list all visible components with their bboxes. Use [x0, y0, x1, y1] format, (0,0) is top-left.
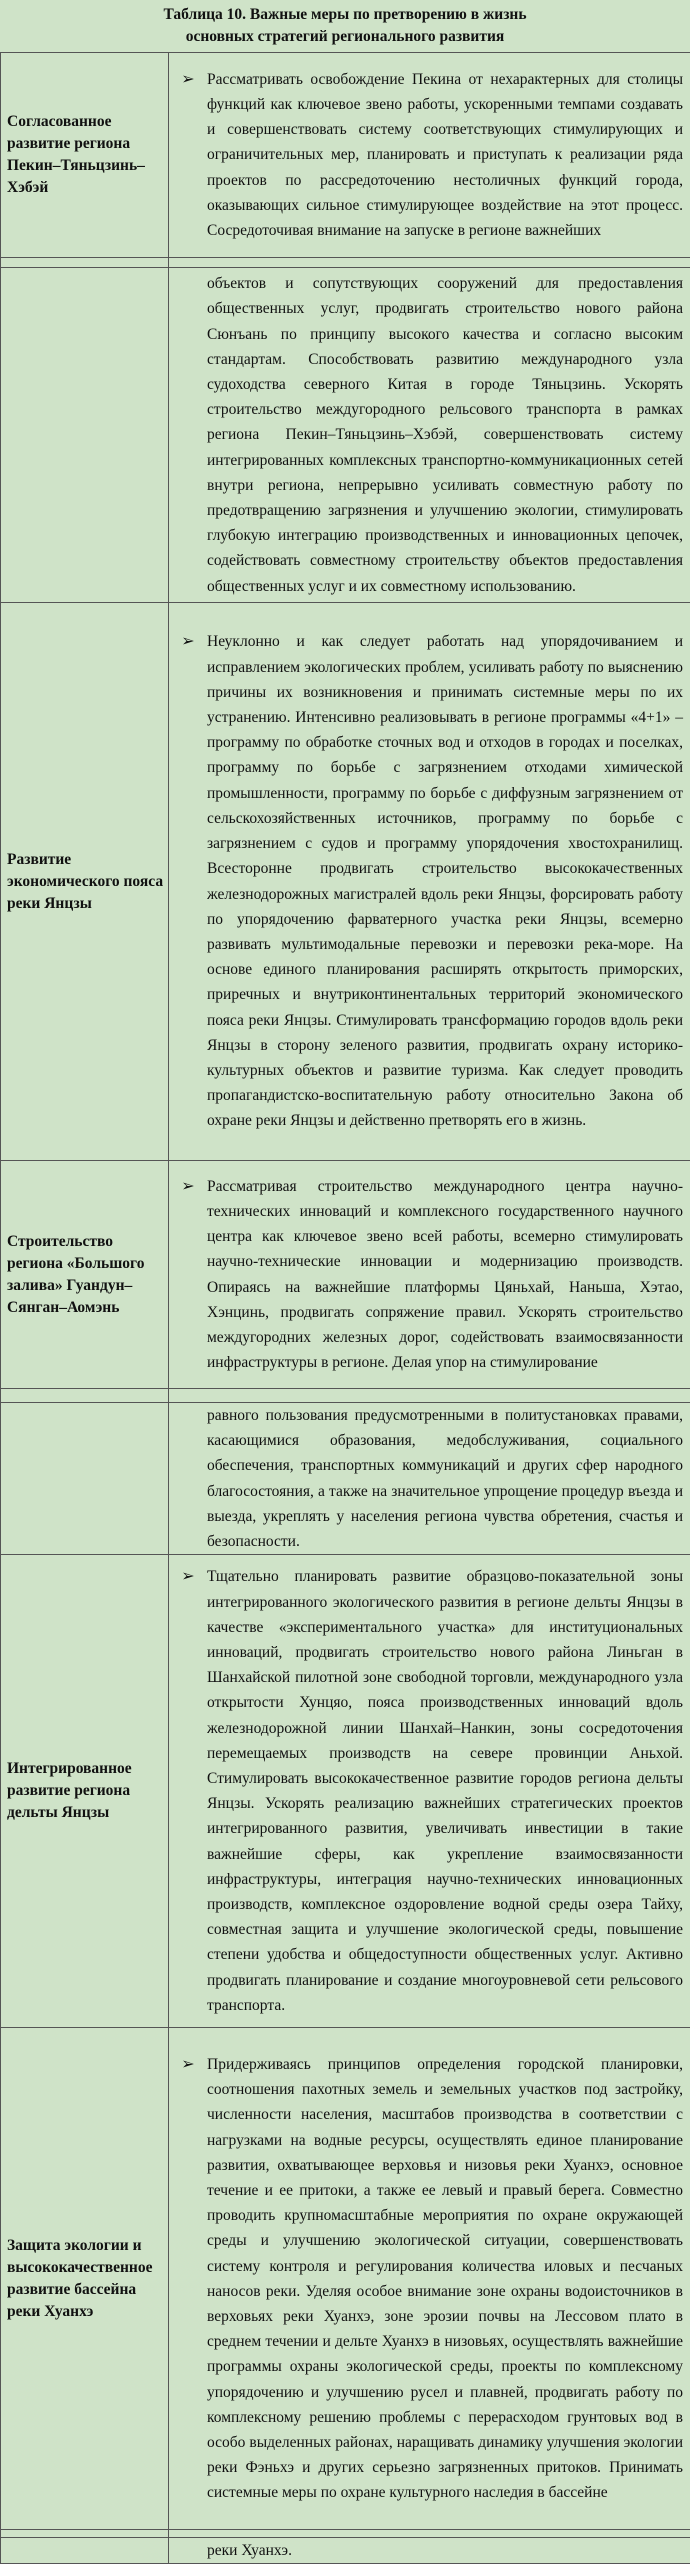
region-label: Строительство региона «Большого залива» Гуандун–Сянган–Аомэнь: [1, 1161, 169, 1389]
measures-text: Рассматривать освобождение Пекина от нехарактерных для столицы функций как ключевое звено работы, ускоренными темпами создавать и совершенствовать систему соответствующих стимулирующих и ограничительных мер, планировать и приступать к реализации ряда проектов по рассредоточению нестоличных функций города, оказывающих сильное стимулирующее воздействие на этот процесс. Сосредоточивая внимание на запуске в регионе важнейших: [207, 67, 690, 243]
measures-cell: [169, 1403, 690, 1555]
measures-text: объектов и сопутствующих сооружений для предоставления общественных услуг, продвигать строительство нового района Сюнъань по принципу высокого качества и согласно высоким стандартам. Способствовать развитию международного узла судоходства северного Китая в городе Тяньцзинь. Ускорять строительство междугородного рельсового транспорта в рамках региона Пекин–Тяньцзинь–Хэбэй, совершенствовать систему интегрированных комплексных транспортно-коммуникационных сетей внутри региона, непрерывно усиливать совместную работу по предотвращению загрязнения и улучшению экологии, стимулировать глубокую интеграцию производственных и инновационных цепочек, содействовать совместному строительству объектов предоставления общественных услуг и их совместному использованию.: [207, 271, 690, 599]
measures-cell: [169, 53, 690, 258]
arrow-bullet-icon: ➢: [169, 2052, 207, 2077]
measures-text: Рассматривая строительство международного центра научно-технических инноваций и комплексного государственного научного центра как ключевое звено всей работы, всемерно стимулировать научно-технические инновации и модернизацию производств. Опираясь на важнейшие платформы Цяньхай, Наньша, Хэтао, Хэнцинь, продвигать сопряжение правил. Ускорять строительство междугородних железных дорог, содействовать взаимосвязанности инфраструктуры в регионе. Делая упор на стимулирование: [207, 1174, 690, 1376]
table-title: [0, 0, 690, 52]
measures-cell: [169, 2028, 690, 2530]
measures-cell: [169, 1555, 690, 2028]
measures-text: реки Хуанхэ.: [207, 2538, 690, 2563]
table-row: [1, 1403, 690, 1555]
region-label: [1, 2538, 169, 2564]
measures-cell: [169, 603, 690, 1161]
table-row: [1, 1161, 690, 1389]
table-row: [1, 53, 690, 258]
region-label: Интегрированное развитие региона дельты Янцзы: [1, 1555, 169, 2028]
measures-text: Придерживаясь принципов определения городской планировки, соотношения пахотных земель и земельных участков под застройку, численности населения, масштабов производства в соответствии с нагрузками на водные ресурсы, осуществлять единое планирование развития, охватывающее верховья и низовья реки Хуанхэ, основное течение и ее притоки, а также ее левый и правый берега. Совместно проводить крупномасштабные мероприятия по охране окружающей среды и улучшению экологической ситуации, совершенствовать систему контроля и регулирования количества иловых и песчаных наносов реки. Уделяя особое внимание зоне охраны водоисточников в верховьях реки Хуанхэ, зоне эрозии почвы на Лессовом плато в среднем течении и дельте Хуанхэ в низовьях, осуществлять важнейшие программы охраны экологической среды, проекты по комплексному упорядочению и улучшению русел и плавней, продвигать работу по комплексному решению проблемы с перерасходом грунтовых вод в особо выделенных районах, наращивать динамику улучшения экологии реки Фэньхэ и других серьезно загрязненных притоков. Принимать системные меры по охране культурного наследия в бассейне: [207, 2052, 690, 2506]
measures-text: Неуклонно и как следует работать над упорядочиванием и исправлением экологических проблем, усиливать работу по выяснению причины их возникновения и принимать системные меры по их устранению. Интенсивно реализовывать в регионе программы «4+1» – программу по обработке сточных вод и отходов в городах и поселках, программу по борьбе с загрязнением отходами химической промышленности, программу по борьбе с диффузным загрязнением от сельскохозяйственных источников, программу по борьбе с загрязнением с судов и программу упорядочения хвостохранилищ. Всесторонне продвигать строительство высококачественных железнодорожных магистралей вдоль реки Янцзы, форсировать работу по упорядочению фарватерного участка реки Янцзы, всемерно развивать мультимодальные перевозки и перевозки река-море. На основе единого планирования расширять открытость приморских, приречных и внутриконтинентальных территорий экономического пояса реки Янцзы. Стимулировать трансформацию городов вдоль реки Янцзы в сторону зеленого развития, продвигать охрану историко-культурных объектов и развитие туризма. Как следует проводить пропагандистско-воспитательную работу относительно Закона об охране реки Янцзы и действенно претворять его в жизнь.: [207, 629, 690, 1133]
measures-cell: [169, 1161, 690, 1389]
page-break-gap: [1, 2530, 690, 2538]
region-label: Защита экологии и высококачественное развитие бассейна реки Хуанхэ: [1, 2028, 169, 2530]
measures-table: [0, 52, 690, 2564]
table-row: [1, 1555, 690, 2028]
region-label: Развитие экономического пояса реки Янцзы: [1, 603, 169, 1161]
page-break-gap: [1, 258, 690, 268]
table-row: [1, 603, 690, 1161]
table-title-line-2: основных стратегий регионального развития: [0, 26, 690, 48]
arrow-bullet-icon: ➢: [169, 67, 207, 92]
table-row: [1, 2028, 690, 2530]
measures-text: Тщательно планировать развитие образцово-показательной зоны интегрированного экологического развития в регионе дельты Янцзы в качестве «экспериментального участка» для институциональных инноваций, продвигать строительство нового района Линьган в Шанхайской пилотной зоне свободной торговли, международного узла открытости Хунцяо, пояса производственных инноваций вдоль железнодорожной линии Шанхай–Нанкин, зоны сосредоточения перемещаемых производств на севере провинции Аньхой. Стимулировать высококачественное развитие городов региона дельты Янцзы. Ускорять реализацию важнейших стратегических проектов интегрированного развития, увеличивать инвестиции в такие важнейшие сферы, как укрепление взаимосвязанности инфраструктуры, интеграция научно-технических инновационных производств, комплексное оздоровление водной среды озера Тайху, совместная защита и улучшение экологической среды, повышение степени удобства и общедоступности общественных услуг. Активно продвигать планирование и создание многоуровневой сети рельсового транспорта.: [207, 1564, 690, 2018]
region-label: Согласованное развитие региона Пекин–Тяньцзинь–Хэбэй: [1, 53, 169, 258]
measures-cell: [169, 268, 690, 603]
page-break-gap: [1, 1389, 690, 1403]
table-row: [1, 268, 690, 603]
arrow-bullet-icon: ➢: [169, 1174, 207, 1199]
region-label: [1, 1403, 169, 1555]
table-title-line-1: Таблица 10. Важные меры по претворению в жизнь: [0, 4, 690, 26]
measures-text: равного пользования предусмотренными в политустановках правами, касающимися образования, медобслуживания, социального обеспечения, транспортных коммуникаций и других сфер народного благосостояния, а также на значительное упрощение процедур въезда и выезда, укреплять у населения региона чувства обретения, счастья и безопасности.: [207, 1403, 690, 1554]
table-row: [1, 2538, 690, 2564]
measures-cell: [169, 2538, 690, 2564]
arrow-bullet-icon: ➢: [169, 629, 207, 654]
region-label: [1, 268, 169, 603]
arrow-bullet-icon: ➢: [169, 1564, 207, 1589]
